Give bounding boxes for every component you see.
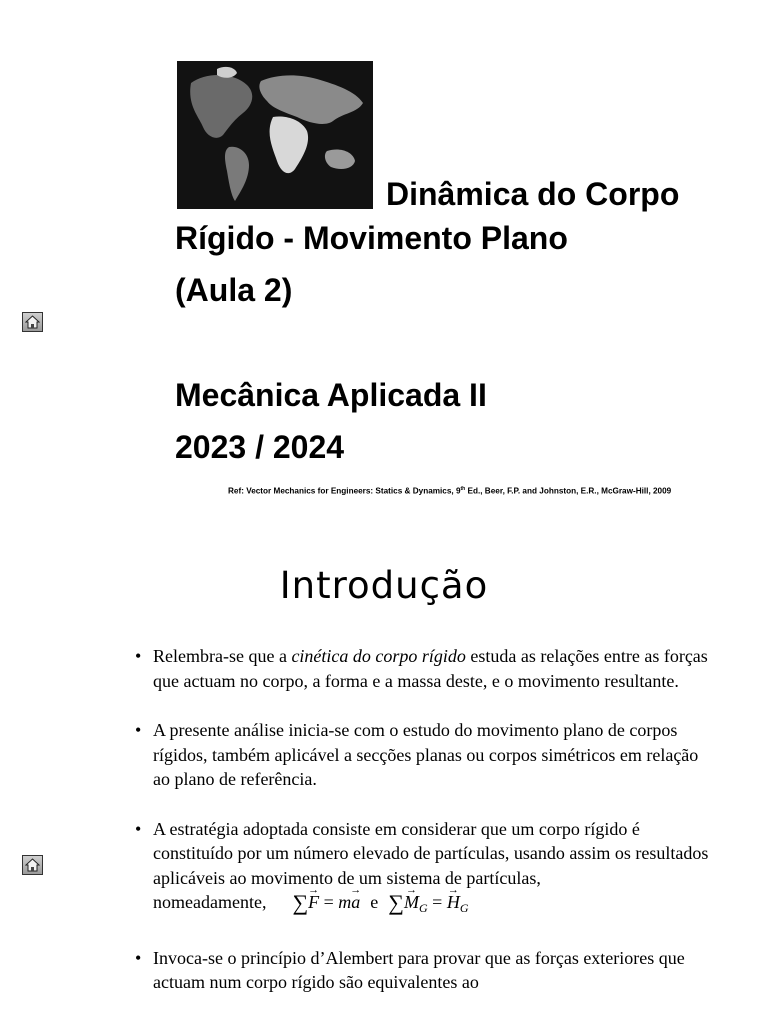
reference-note: Ref: Vector Mechanics for Engineers: Statics & Dynamics, 9th Ed., Beer, F.P. and Johnston, E.R., McGraw-Hill, 2009 — [228, 486, 672, 496]
equations: ∑F → = ma → e $\sum M \to_G = H \to_G$ — [292, 892, 468, 912]
home-button[interactable] — [22, 855, 43, 875]
title-line-3: (Aula 2) — [175, 272, 293, 308]
title-line-1: Dinâmica do Corpo — [386, 176, 680, 212]
list-item: • A estratégia adoptada consiste em considerar que um corpo rígido é constituído por um número elevado de partículas, usando assim os resultados aplicáveis ao movimento de um sistema de partículas, nomeadamente, ∑F → = ma → e $\sum M \to_G = H \to_G$ — [135, 817, 715, 921]
list-item: • A presente análise inicia-se com o estudo do movimento plano de corpos rígidos, também aplicável a secções planas ou corpos simétricos em relação ao plano de referência. — [135, 718, 715, 792]
course-name: Mecânica Aplicada II — [175, 377, 487, 413]
slide-title: Introdução — [279, 564, 489, 607]
list-item: • Invoca-se o princípio d’Alembert para provar que as forças exteriores que actuam num corpo rígido são equivalentes ao — [135, 946, 715, 995]
bullet-list — [135, 644, 715, 1020]
academic-year: 2023 / 2024 — [175, 429, 345, 465]
home-icon — [25, 315, 40, 329]
home-icon — [25, 858, 40, 872]
world-map-image — [177, 61, 373, 209]
home-button[interactable] — [22, 312, 43, 332]
title-line-2: Rígido - Movimento Plano — [175, 220, 568, 256]
list-item: • Relembra-se que a cinética do corpo rígido estuda as relações entre as forças que actuam no corpo, a forma e a massa deste, e o movimento resultante. — [135, 644, 715, 693]
introduction-slide — [0, 520, 768, 1024]
